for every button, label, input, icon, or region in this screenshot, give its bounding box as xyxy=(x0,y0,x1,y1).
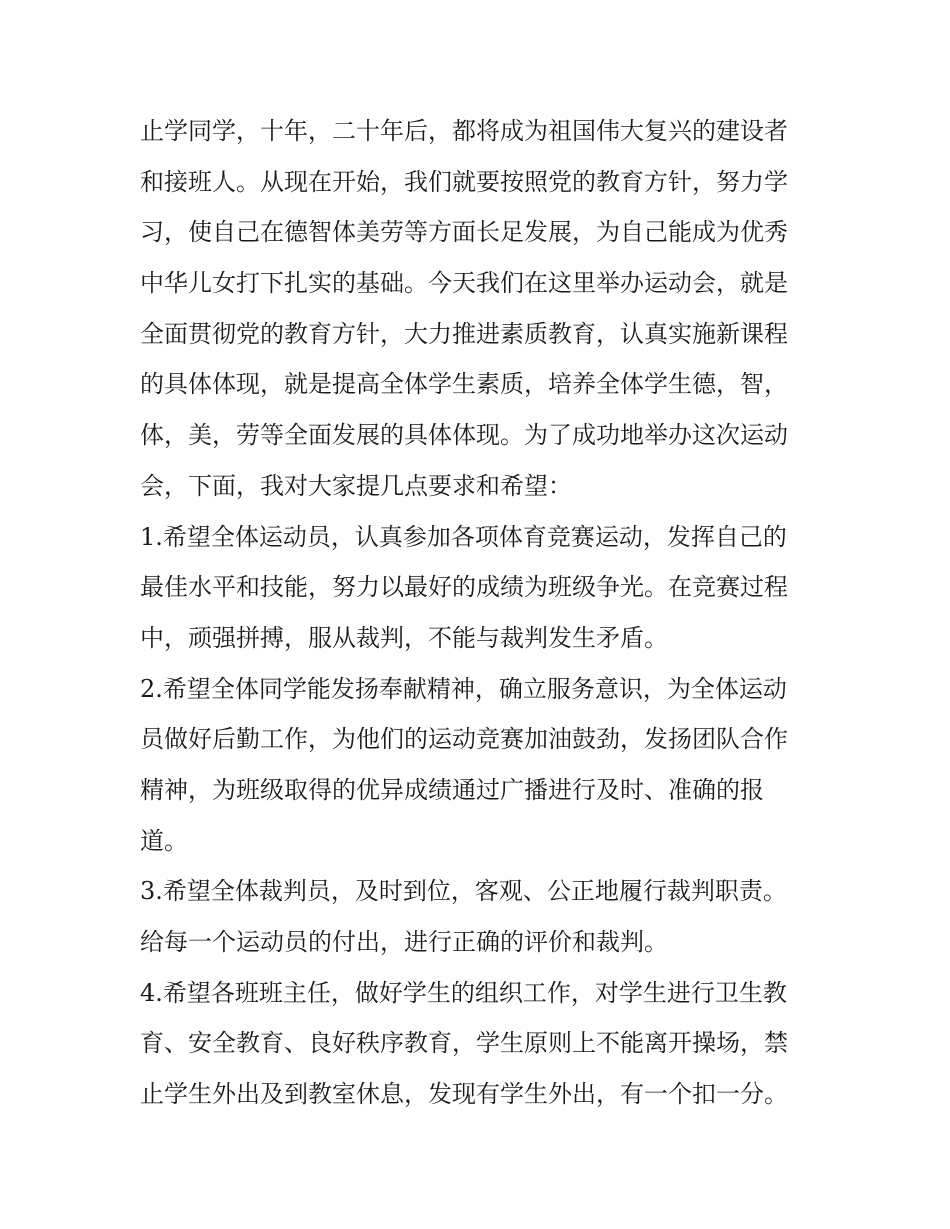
list-item-1-line-1: 1.希望全体运动员，认真参加各项体育竞赛运动，发挥自己的 xyxy=(140,522,787,551)
text-line-4: 中华儿女打下扎实的基础。今天我们在这里举办运动会，就是 xyxy=(140,269,788,298)
list-item-2-line-2: 员做好后勤工作，为他们的运动竞赛加油鼓劲，发扬团队合作 xyxy=(140,725,788,754)
list-item-2-line-3: 精神，为班级取得的优异成绩通过广播进行及时、准确的报 xyxy=(140,775,764,804)
text-line-2: 和接班人。从现在开始，我们就要按照党的教育方针，努力学 xyxy=(140,167,788,196)
list-item-2-line-1: 2.希望全体同学能发扬奉献精神，确立服务意识，为全体运动 xyxy=(140,674,787,703)
list-item-4-line-2: 育、安全教育、良好秩序教育，学生原则上不能离开操场，禁 xyxy=(140,1029,788,1058)
text-line-8: 会，下面，我对大家提几点要求和希望： xyxy=(140,471,572,500)
list-item-4-line-1: 4.希望各班班主任，做好学生的组织工作，对学生进行卫生教 xyxy=(140,978,787,1007)
list-item-2-line-4: 道。 xyxy=(140,826,188,855)
text-line-7: 体，美，劳等全面发展的具体体现。为了成功地举办这次运动 xyxy=(140,421,788,450)
text-line-6: 的具体体现，就是提高全体学生素质，培养全体学生德，智， xyxy=(140,370,788,399)
text-line-5: 全面贯彻党的教育方针，大力推进素质教育，认真实施新课程 xyxy=(140,319,788,348)
list-item-3-line-2: 给每一个运动员的付出，进行正确的评价和裁判。 xyxy=(140,928,668,956)
list-item-1-line-3: 中，顽强拼搏，服从裁判，不能与裁判发生矛盾。 xyxy=(140,623,668,652)
text-line-3: 习，使自己在德智体美劳等方面长足发展，为自己能成为优秀 xyxy=(140,218,788,247)
list-item-4-line-3: 止学生外出及到教室休息，发现有学生外出，有一个扣一分。 xyxy=(140,1080,788,1109)
list-item-3-line-1: 3.希望全体裁判员，及时到位，客观、公正地履行裁判职责。 xyxy=(140,877,787,906)
list-item-1-line-2: 最佳水平和技能，努力以最好的成绩为班级争光。在竞赛过程 xyxy=(140,573,788,602)
text-line-1: 止学同学，十年，二十年后，都将成为祖国伟大复兴的建设者 xyxy=(140,117,788,145)
document-body xyxy=(140,106,820,1120)
